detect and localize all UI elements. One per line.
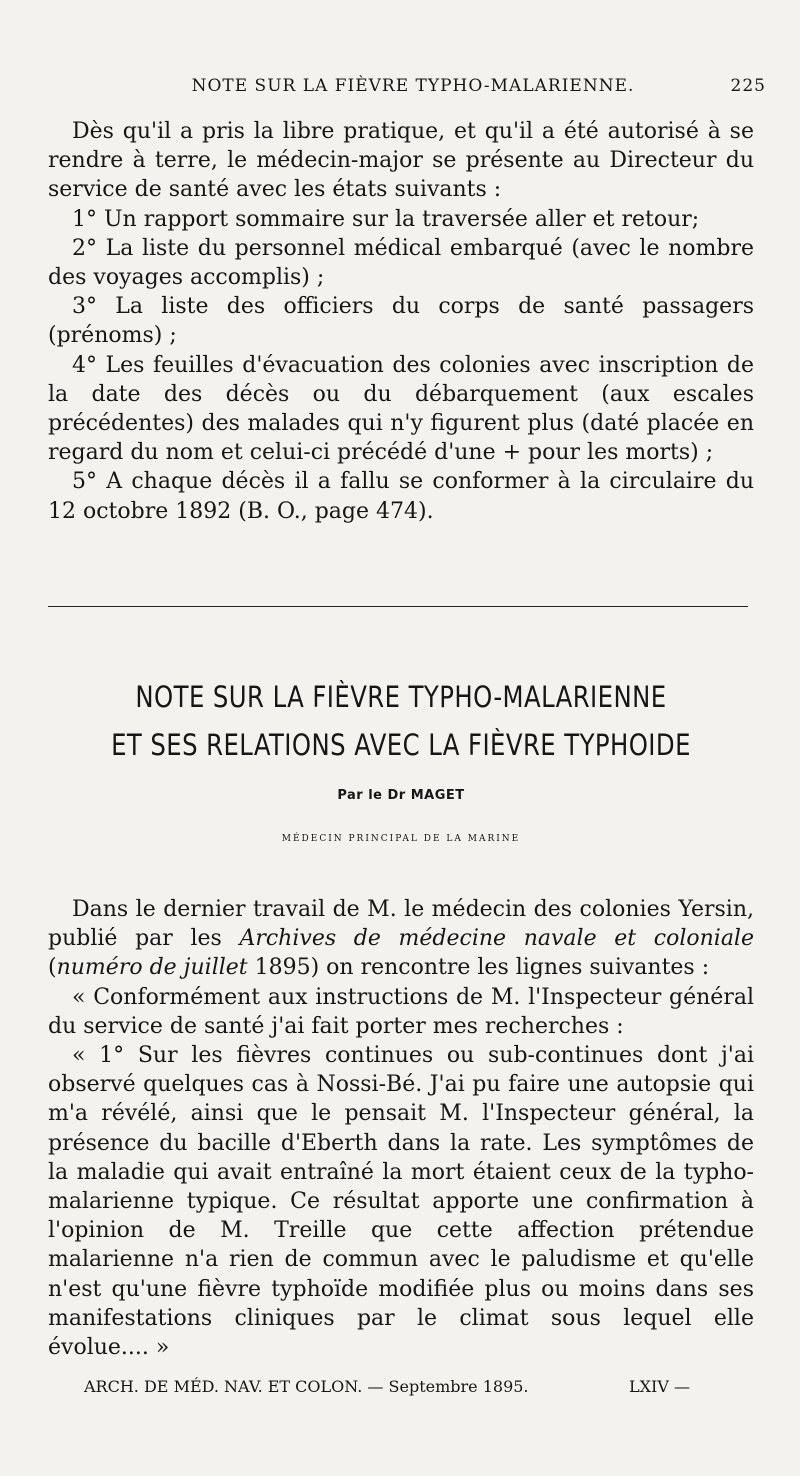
- author-byline: Par le Dr MAGET: [337, 788, 465, 803]
- article-body: [48, 895, 754, 1362]
- list-item-1: 1° Un rapport sommaire sur la traversée aller et retour;: [72, 206, 700, 232]
- body-paragraph-3: « 1° Sur les fièvres continues ou sub-continues dont j'ai observé quelques cas à Nossi-Bé. J'ai pu faire une autopsie qui m'a révélé, ainsi que le pensait M. l'Inspecteur général, la présence du bacille d'Eberth dans la rate. Les symptômes de la maladie qui avait entraîné la mort étaient ceux de la typho-malarienne typique. Ce résultat apporte une confirmation à l'opinion de M. Treille que cette affection prétendue malarienne n'a rien de commun avec le paludisme et qu'elle n'est qu'une fièvre typhoïde modifiée plus ou moins dans ses manifestations cliniques par le climat sous lequel elle évolue.... »: [48, 1043, 754, 1361]
- page-footer: [84, 1377, 690, 1399]
- signature-mark: LXIV —: [629, 1377, 690, 1396]
- article-title-line-2: ET SES RELATIONS AVEC LA FIÈVRE TYPHOIDE: [111, 728, 691, 762]
- top-section: [48, 117, 754, 526]
- list-item-2: 2° La liste du personnel médical embarqué (avec le nombre des voyages accomplis) ;: [48, 235, 754, 291]
- list-item-5: 5° A chaque décès il a fallu se conformer à la circulaire du 12 octobre 1892 (B. O., page 474).: [48, 469, 754, 524]
- issue-reference: numéro de juillet: [56, 955, 248, 981]
- top-intro-paragraph: Dès qu'il a pris la libre pratique, et qu'il a été autorisé à se rendre à terre, le médecin-major se présente au Directeur du service de santé avec les états suivants :: [48, 119, 754, 203]
- article-title-line-1: NOTE SUR LA FIÈVRE TYPHO-MALARIENNE: [135, 680, 667, 714]
- footer-source: ARCH. DE MÉD. NAV. ET COLON. — Septembre 1895.: [84, 1377, 529, 1396]
- running-title: NOTE SUR LA FIÈVRE TYPHO-MALARIENNE.: [191, 76, 635, 96]
- page-number: 225: [730, 76, 766, 96]
- body-paragraph-1: Dans le dernier travail de M. le médecin des colonies Yersin, publié par les Archives de médecine navale et coloniale (numéro de juillet 1895) on rencontre les lignes suivantes :: [48, 897, 754, 981]
- list-item-4: 4° Les feuilles d'évacuation des colonies avec inscription de la date des décès ou du débarquement (aux escales précédentes) des malades qui n'y figurent plus (daté placée en regard du nom et celui-ci précédé d'une + pour les morts) ;: [48, 352, 754, 466]
- journal-title: Archives de médecine navale et coloniale: [239, 926, 754, 952]
- body-paragraph-2: « Conformément aux instructions de M. l'Inspecteur général du service de santé j'ai fait porter mes recherches :: [48, 984, 754, 1039]
- running-header: [60, 76, 766, 102]
- section-divider: [48, 606, 748, 607]
- list-item-3: 3° La liste des officiers du corps de santé passagers (prénoms) ;: [48, 294, 754, 349]
- author-affiliation: MÉDECIN PRINCIPAL DE LA MARINE: [281, 834, 521, 844]
